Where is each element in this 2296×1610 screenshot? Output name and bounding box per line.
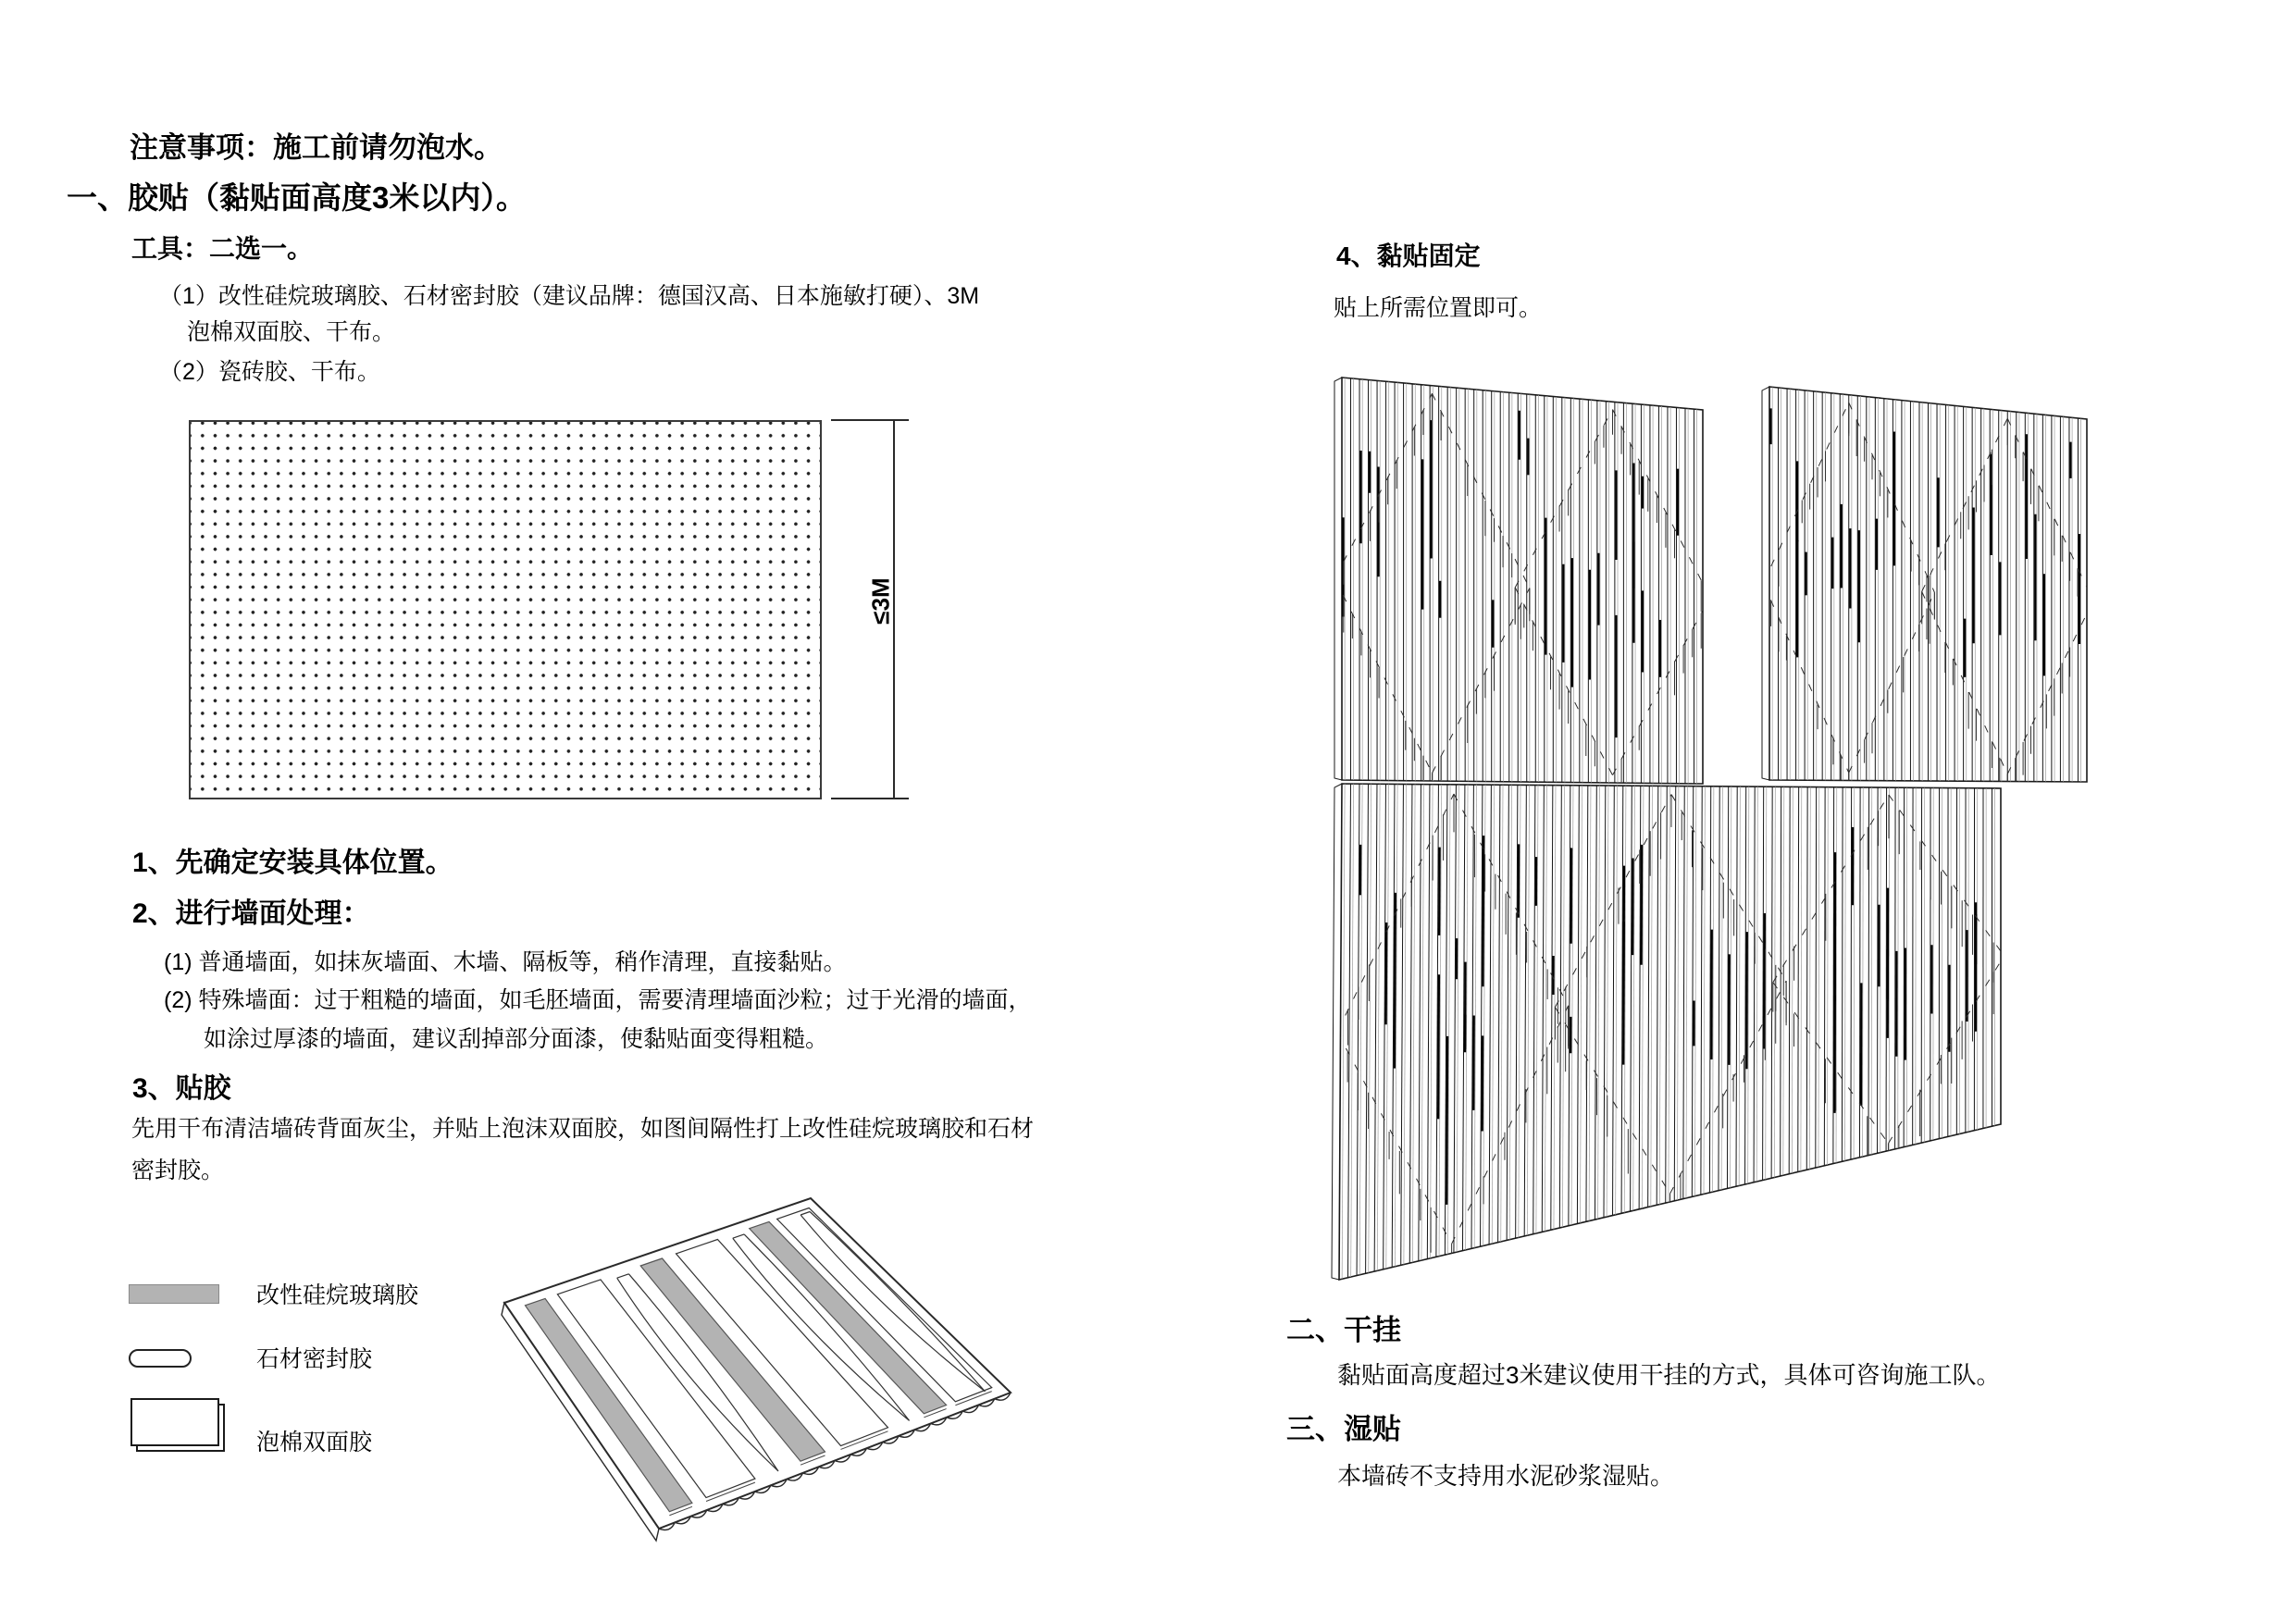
section2-title: 二、干挂 bbox=[1286, 1314, 1401, 1346]
wall-panel-top-right bbox=[1762, 387, 2093, 810]
step1-line: 1、先确定安装具体位置。 bbox=[132, 848, 453, 878]
tool-option1-line1: （1）改性硅烷玻璃胶、石材密封胶（建议品牌：德国汉高、日本施敏打硬）、3M bbox=[159, 283, 980, 309]
dimension-bottom-tick bbox=[831, 798, 909, 799]
glass-glue-label: 改性硅烷玻璃胶 bbox=[256, 1282, 419, 1308]
section3-body: 本墙砖不支持用水泥砂浆湿贴。 bbox=[1337, 1462, 1675, 1490]
adhesive-board-diagram bbox=[189, 420, 822, 799]
note-line: 注意事项：施工前请勿泡水。 bbox=[130, 131, 503, 164]
tool-option2: （2）瓷砖胶、干布。 bbox=[159, 359, 380, 385]
wall-panel-bottom bbox=[1332, 784, 2004, 1290]
section1-title: 一、胶贴（黏贴面高度3米以内）。 bbox=[67, 180, 527, 215]
foam-tape-label: 泡棉双面胶 bbox=[256, 1430, 373, 1455]
section3-title: 三、湿贴 bbox=[1286, 1413, 1401, 1445]
height-dimension-label: ≤3M bbox=[866, 577, 895, 625]
section2-body: 黏贴面高度超过3米建议使用干挂的方式，具体可咨询施工队。 bbox=[1337, 1361, 2001, 1389]
foam-tape-swatch bbox=[130, 1398, 219, 1446]
tools-title: 工具：二选一。 bbox=[131, 234, 314, 263]
step3-body-line1: 先用干布清洁墙砖背面灰尘，并贴上泡沫双面胶，如图间隔性打上改性硅烷玻璃胶和石材 bbox=[131, 1116, 1035, 1142]
wall-panel-top-left bbox=[1334, 378, 1710, 805]
step2-sub1: (1) 普通墙面，如抹灰墙面、木墙、隔板等，稍作清理，直接黏贴。 bbox=[164, 949, 847, 975]
step3-line: 3、贴胶 bbox=[132, 1073, 231, 1104]
stone-sealant-swatch bbox=[129, 1349, 192, 1368]
step4-body: 贴上所需位置即可。 bbox=[1334, 295, 1543, 321]
step2-sub2-line2: 如涂过厚漆的墙面，建议刮掉部分面漆，使黏贴面变得粗糙。 bbox=[204, 1026, 829, 1052]
stone-sealant-label: 石材密封胶 bbox=[256, 1346, 373, 1372]
tile-back-illustration bbox=[502, 1198, 1011, 1541]
step2-line: 2、进行墙面处理： bbox=[132, 898, 370, 929]
step2-sub2-line1: (2) 特殊墙面：过于粗糙的墙面，如毛胚墙面，需要清理墙面沙粒；过于光滑的墙面， bbox=[164, 987, 1032, 1013]
step3-body-line2: 密封胶。 bbox=[131, 1158, 225, 1183]
glass-glue-swatch bbox=[129, 1284, 219, 1304]
dimension-top-tick bbox=[831, 419, 909, 421]
step4-title: 4、黏贴固定 bbox=[1336, 242, 1481, 270]
tool-option1-line2: 泡棉双面胶、干布。 bbox=[187, 319, 396, 345]
